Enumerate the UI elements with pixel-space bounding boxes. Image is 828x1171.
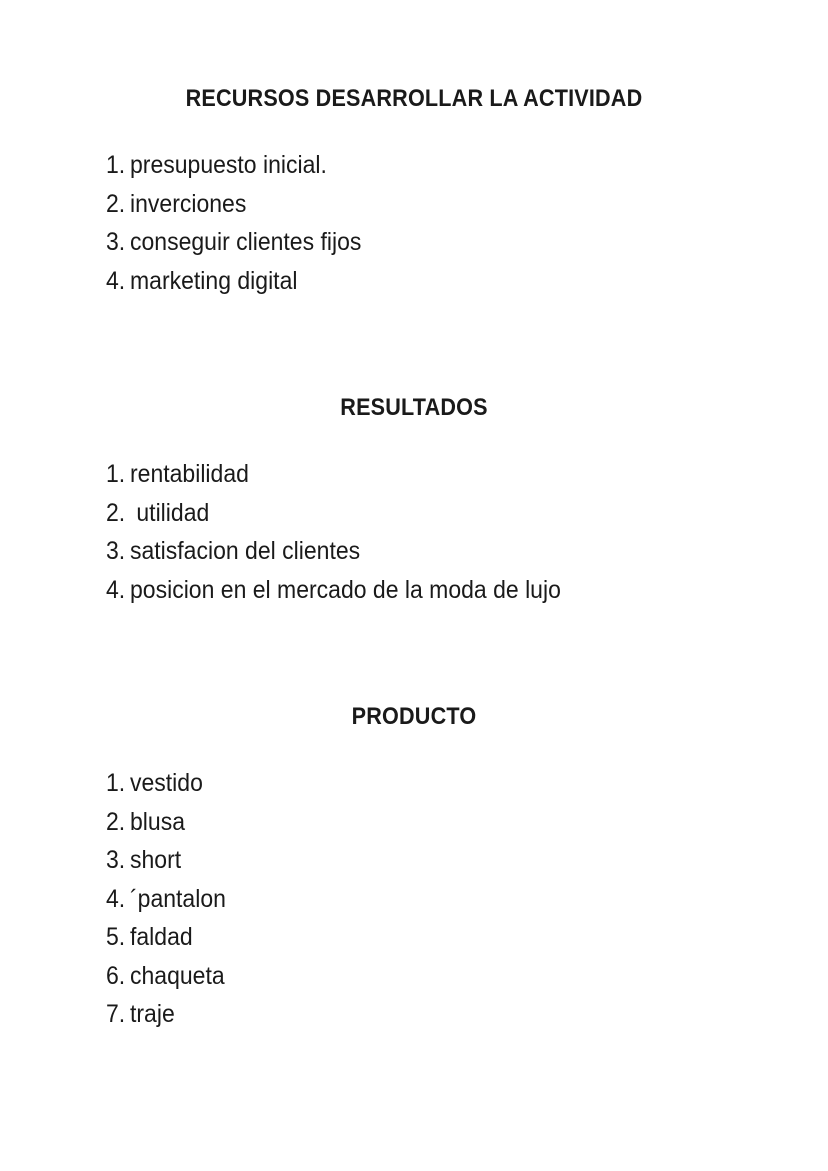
section-heading: RESULTADOS <box>340 394 488 421</box>
section-resultados <box>0 393 828 604</box>
list-item <box>106 185 382 224</box>
item-text: chaqueta <box>130 961 225 990</box>
section-heading: PRODUCTO <box>351 703 477 730</box>
item-text: marketing digital <box>130 266 298 295</box>
list-item <box>106 223 382 262</box>
item-number: 4. <box>106 575 126 604</box>
item-number: 2. <box>106 807 126 836</box>
list-item <box>106 571 598 610</box>
item-number: 2. <box>106 189 126 218</box>
list-item <box>106 262 382 301</box>
item-number: 2. <box>106 498 126 527</box>
item-text: inverciones <box>130 189 247 218</box>
list-item <box>106 494 598 533</box>
item-text: blusa <box>130 807 185 836</box>
item-number: 3. <box>106 846 126 874</box>
item-number: 6. <box>106 961 126 990</box>
producto-list <box>106 764 234 1034</box>
item-text: traje <box>130 1000 175 1028</box>
list-item <box>106 803 234 842</box>
list-item <box>106 918 234 957</box>
list-item <box>106 764 234 803</box>
item-text: vestido <box>130 769 203 797</box>
item-text: faldad <box>130 923 193 951</box>
item-text: ´pantalon <box>130 884 226 913</box>
item-number: 1. <box>106 151 126 179</box>
list-item <box>106 995 234 1034</box>
item-text: utilidad <box>130 498 210 527</box>
resultados-list <box>106 455 598 609</box>
list-item <box>106 146 382 185</box>
list-item <box>106 455 598 494</box>
item-number: 4. <box>106 884 126 913</box>
item-number: 1. <box>106 460 126 488</box>
section-recursos <box>0 84 828 295</box>
item-text: conseguir clientes fijos <box>130 228 362 256</box>
section-producto <box>0 702 828 1028</box>
item-text: rentabilidad <box>130 460 249 488</box>
item-number: 4. <box>106 266 126 295</box>
recursos-list <box>106 146 382 300</box>
item-text: posicion en el mercado de la moda de lujo <box>130 575 561 604</box>
item-text: satisfacion del clientes <box>130 537 361 565</box>
item-text: short <box>130 846 182 874</box>
item-number: 3. <box>106 537 126 565</box>
section-heading: RECURSOS DESARROLLAR LA ACTIVIDAD <box>185 85 643 112</box>
item-number: 7. <box>106 1000 126 1028</box>
list-item <box>106 957 234 996</box>
list-item <box>106 532 598 571</box>
item-number: 3. <box>106 228 126 256</box>
list-item <box>106 880 234 919</box>
item-text: presupuesto inicial. <box>130 151 327 179</box>
list-item <box>106 841 234 880</box>
item-number: 5. <box>106 923 126 951</box>
item-number: 1. <box>106 769 126 797</box>
